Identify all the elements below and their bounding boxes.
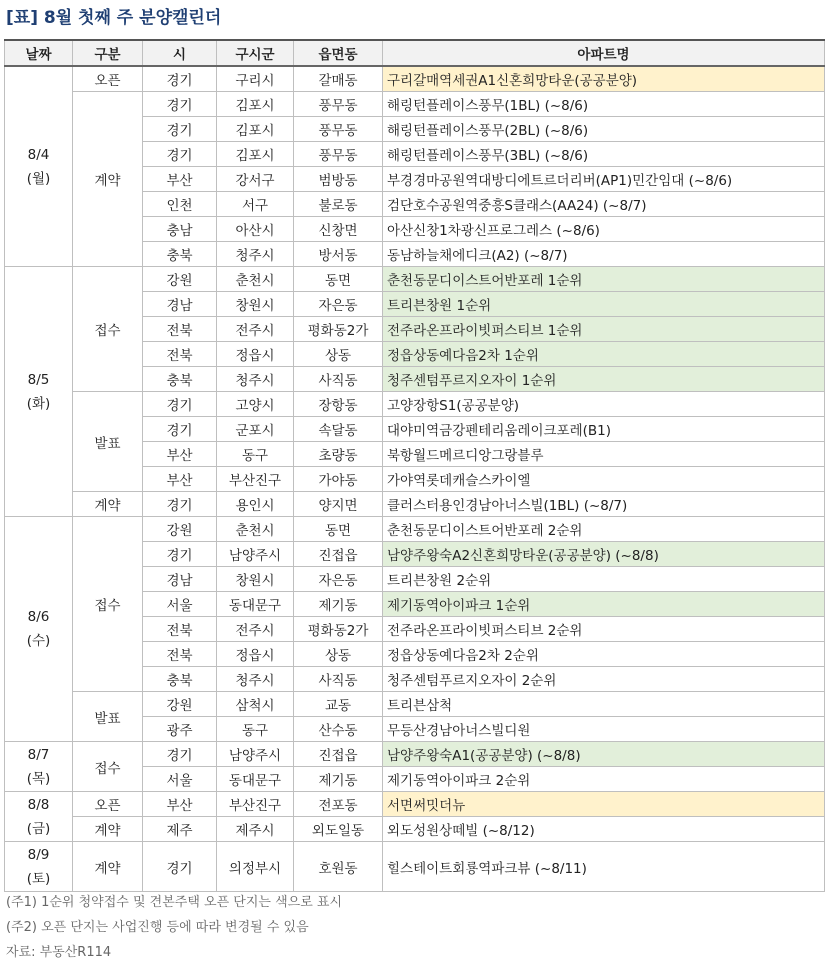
town-cell: 상동 [294,642,383,667]
town-cell: 자은동 [294,292,383,317]
apartment-name-cell: 제기동역아이파크 1순위 [383,592,825,617]
district-cell: 강서구 [217,167,294,192]
district-cell: 용인시 [217,492,294,517]
footnote-1: (주1) 1순위 청약접수 및 견본주택 오픈 단지는 색으로 표시 [6,895,343,910]
district-cell: 구리시 [217,66,294,92]
table-row [5,742,825,767]
apartment-name-cell: 제기동역아이파크 2순위 [383,767,825,792]
province-cell: 강원 [143,517,217,542]
apartment-name-cell: 전주라온프라이빗퍼스티브 1순위 [383,317,825,342]
province-cell: 전북 [143,642,217,667]
district-cell: 청주시 [217,367,294,392]
table-row [5,842,825,892]
apartment-name-cell: 정읍상동예다음2차 2순위 [383,642,825,667]
apartment-name-cell: 구리갈매역세권A1신혼희망타운(공공분양) [383,66,825,92]
district-cell: 김포시 [217,142,294,167]
district-cell: 정읍시 [217,342,294,367]
town-cell: 호원동 [294,842,383,892]
district-cell: 부산진구 [217,792,294,817]
weekday-value: (수) [26,633,51,649]
apartment-name-cell: 남양주왕숙A1(공공분양) (~8/8) [383,742,825,767]
type-cell: 발표 [73,392,143,492]
town-cell: 장항동 [294,392,383,417]
town-cell: 속달동 [294,417,383,442]
district-cell: 군포시 [217,417,294,442]
date-value: 8/8 [27,796,50,813]
weekday-value: (화) [26,395,51,412]
town-cell: 동면 [294,267,383,292]
district-cell: 창원시 [217,292,294,317]
district-cell: 정읍시 [217,642,294,667]
table-row [5,267,825,292]
town-cell: 제기동 [294,767,383,792]
apartment-name-cell: 청주센텀푸르지오자이 2순위 [383,667,825,692]
town-cell: 전포동 [294,792,383,817]
province-cell: 충북 [143,667,217,692]
date-cell [5,66,73,267]
apartment-name-cell: 해링턴플레이스풍무(3BL) (~8/6) [383,142,825,167]
apartment-name-cell: 북항월드메르디앙그랑블루 [383,442,825,467]
table-row [5,817,825,842]
district-cell: 동대문구 [217,767,294,792]
district-cell: 고양시 [217,392,294,417]
date-cell [5,842,73,892]
apartment-name-cell: 외도성원상떼빌 (~8/12) [383,817,825,842]
date-cell [5,517,73,742]
source-note: 자료: 부동산R114 [6,945,112,960]
apartment-name-cell: 검단호수공원역중흥S클래스(AA24) (~8/7) [383,192,825,217]
type-cell: 계약 [73,817,143,842]
apartment-name-cell: 힐스테이트회룡역파크뷰 (~8/11) [383,842,825,892]
province-cell: 부산 [143,442,217,467]
apartment-name-cell: 정읍상동예다음2차 1순위 [383,342,825,367]
type-cell: 접수 [73,267,143,392]
town-cell: 사직동 [294,667,383,692]
province-cell: 충북 [143,367,217,392]
date-value: 8/6 [27,609,50,625]
header-town: 읍면동 [294,40,383,66]
table-row [5,492,825,517]
header-province: 시 [143,40,217,66]
table-row [5,92,825,117]
apartment-name-cell: 동남하늘채에디크(A2) (~8/7) [383,242,825,267]
district-cell: 아산시 [217,217,294,242]
town-cell: 풍무동 [294,142,383,167]
type-cell: 발표 [73,692,143,742]
header-date: 날짜 [5,40,73,66]
table-row [5,692,825,717]
town-cell: 진접읍 [294,742,383,767]
table-title: [표] 8월 첫째 주 분양캘린더 [6,8,222,28]
province-cell: 경기 [143,842,217,892]
province-cell: 강원 [143,267,217,292]
town-cell: 동면 [294,517,383,542]
town-cell: 양지면 [294,492,383,517]
district-cell: 전주시 [217,617,294,642]
district-cell: 청주시 [217,667,294,692]
town-cell: 가야동 [294,467,383,492]
apartment-name-cell: 클러스터용인경남아너스빌(1BL) (~8/7) [383,492,825,517]
apartment-name-cell: 아산신창1차광신프로그레스 (~8/6) [383,217,825,242]
province-cell: 경기 [143,92,217,117]
district-cell: 동구 [217,717,294,742]
town-cell: 방서동 [294,242,383,267]
province-cell: 경기 [143,542,217,567]
header-row [5,40,825,66]
apartment-name-cell: 청주센텀푸르지오자이 1순위 [383,367,825,392]
apartment-name-cell: 트리븐창원 2순위 [383,567,825,592]
town-cell: 풍무동 [294,117,383,142]
province-cell: 부산 [143,467,217,492]
district-cell: 부산진구 [217,467,294,492]
province-cell: 전북 [143,317,217,342]
district-cell: 김포시 [217,92,294,117]
district-cell: 춘천시 [217,517,294,542]
apartment-name-cell: 대야미역금강펜테리움레이크포레(B1) [383,417,825,442]
date-cell [5,792,73,842]
town-cell: 신창면 [294,217,383,242]
province-cell: 경기 [143,417,217,442]
apartment-name-cell: 해링턴플레이스풍무(1BL) (~8/6) [383,92,825,117]
town-cell: 초량동 [294,442,383,467]
type-cell: 계약 [73,842,143,892]
district-cell: 제주시 [217,817,294,842]
apartment-name-cell: 전주라온프라이빗퍼스티브 2순위 [383,617,825,642]
apartment-name-cell: 트리븐창원 1순위 [383,292,825,317]
province-cell: 경기 [143,492,217,517]
district-cell: 동구 [217,442,294,467]
district-cell: 남양주시 [217,742,294,767]
town-cell: 갈매동 [294,66,383,92]
district-cell: 전주시 [217,317,294,342]
table-row [5,792,825,817]
apartment-name-cell: 춘천동문디이스트어반포레 2순위 [383,517,825,542]
apartment-name-cell: 남양주왕숙A2신혼희망타운(공공분양) (~8/8) [383,542,825,567]
footnote-2: (주2) 오픈 단지는 사업진행 등에 따라 변경될 수 있음 [6,920,309,935]
province-cell: 인천 [143,192,217,217]
town-cell: 평화동2가 [294,617,383,642]
town-cell: 진접읍 [294,542,383,567]
district-cell: 서구 [217,192,294,217]
town-cell: 교동 [294,692,383,717]
weekday-value: (목) [26,770,51,787]
district-cell: 춘천시 [217,267,294,292]
town-cell: 불로동 [294,192,383,217]
province-cell: 경기 [143,66,217,92]
province-cell: 경기 [143,742,217,767]
table-row [5,392,825,417]
table-row [5,517,825,542]
province-cell: 서울 [143,767,217,792]
footnotes [6,891,342,966]
date-value: 8/7 [27,746,50,763]
date-cell [5,267,73,517]
town-cell: 범방동 [294,167,383,192]
type-cell: 계약 [73,492,143,517]
province-cell: 부산 [143,167,217,192]
town-cell: 풍무동 [294,92,383,117]
province-cell: 광주 [143,717,217,742]
subscription-calendar-table [4,39,825,892]
date-value: 8/4 [27,146,50,163]
town-cell: 제기동 [294,592,383,617]
province-cell: 부산 [143,792,217,817]
apartment-name-cell: 해링턴플레이스풍무(2BL) (~8/6) [383,117,825,142]
type-cell: 오픈 [73,792,143,817]
district-cell: 창원시 [217,567,294,592]
apartment-name-cell: 춘천동문디이스트어반포레 1순위 [383,267,825,292]
type-cell: 계약 [73,92,143,267]
district-cell: 의정부시 [217,842,294,892]
date-value: 8/5 [27,371,50,388]
header-apartment: 아파트명 [383,40,825,66]
province-cell: 경기 [143,142,217,167]
province-cell: 경남 [143,567,217,592]
town-cell: 외도일동 [294,817,383,842]
province-cell: 강원 [143,692,217,717]
table-row [5,66,825,92]
apartment-name-cell: 부경경마공원역대방디에트르더리버(AP1)민간임대 (~8/6) [383,167,825,192]
district-cell: 청주시 [217,242,294,267]
table-body [5,66,825,892]
weekday-value: (금) [26,820,51,837]
weekday-value: (월) [26,170,51,187]
province-cell: 경기 [143,117,217,142]
province-cell: 전북 [143,342,217,367]
district-cell: 삼척시 [217,692,294,717]
province-cell: 충남 [143,217,217,242]
type-cell: 접수 [73,517,143,692]
apartment-name-cell: 서면써밋더뉴 [383,792,825,817]
district-cell: 동대문구 [217,592,294,617]
weekday-value: (토) [26,870,51,887]
province-cell: 제주 [143,817,217,842]
apartment-name-cell: 가야역롯데캐슬스카이엘 [383,467,825,492]
header-type: 구분 [73,40,143,66]
town-cell: 사직동 [294,367,383,392]
town-cell: 상동 [294,342,383,367]
town-cell: 평화동2가 [294,317,383,342]
type-cell: 오픈 [73,66,143,92]
type-cell: 접수 [73,742,143,792]
apartment-name-cell: 트리븐삼척 [383,692,825,717]
town-cell: 자은동 [294,567,383,592]
apartment-name-cell: 무등산경남아너스빌디원 [383,717,825,742]
district-cell: 남양주시 [217,542,294,567]
date-cell [5,742,73,792]
province-cell: 경남 [143,292,217,317]
province-cell: 경기 [143,392,217,417]
province-cell: 충북 [143,242,217,267]
date-value: 8/9 [27,846,50,863]
province-cell: 서울 [143,592,217,617]
header-district: 구시군 [217,40,294,66]
apartment-name-cell: 고양장항S1(공공분양) [383,392,825,417]
district-cell: 김포시 [217,117,294,142]
province-cell: 전북 [143,617,217,642]
town-cell: 산수동 [294,717,383,742]
